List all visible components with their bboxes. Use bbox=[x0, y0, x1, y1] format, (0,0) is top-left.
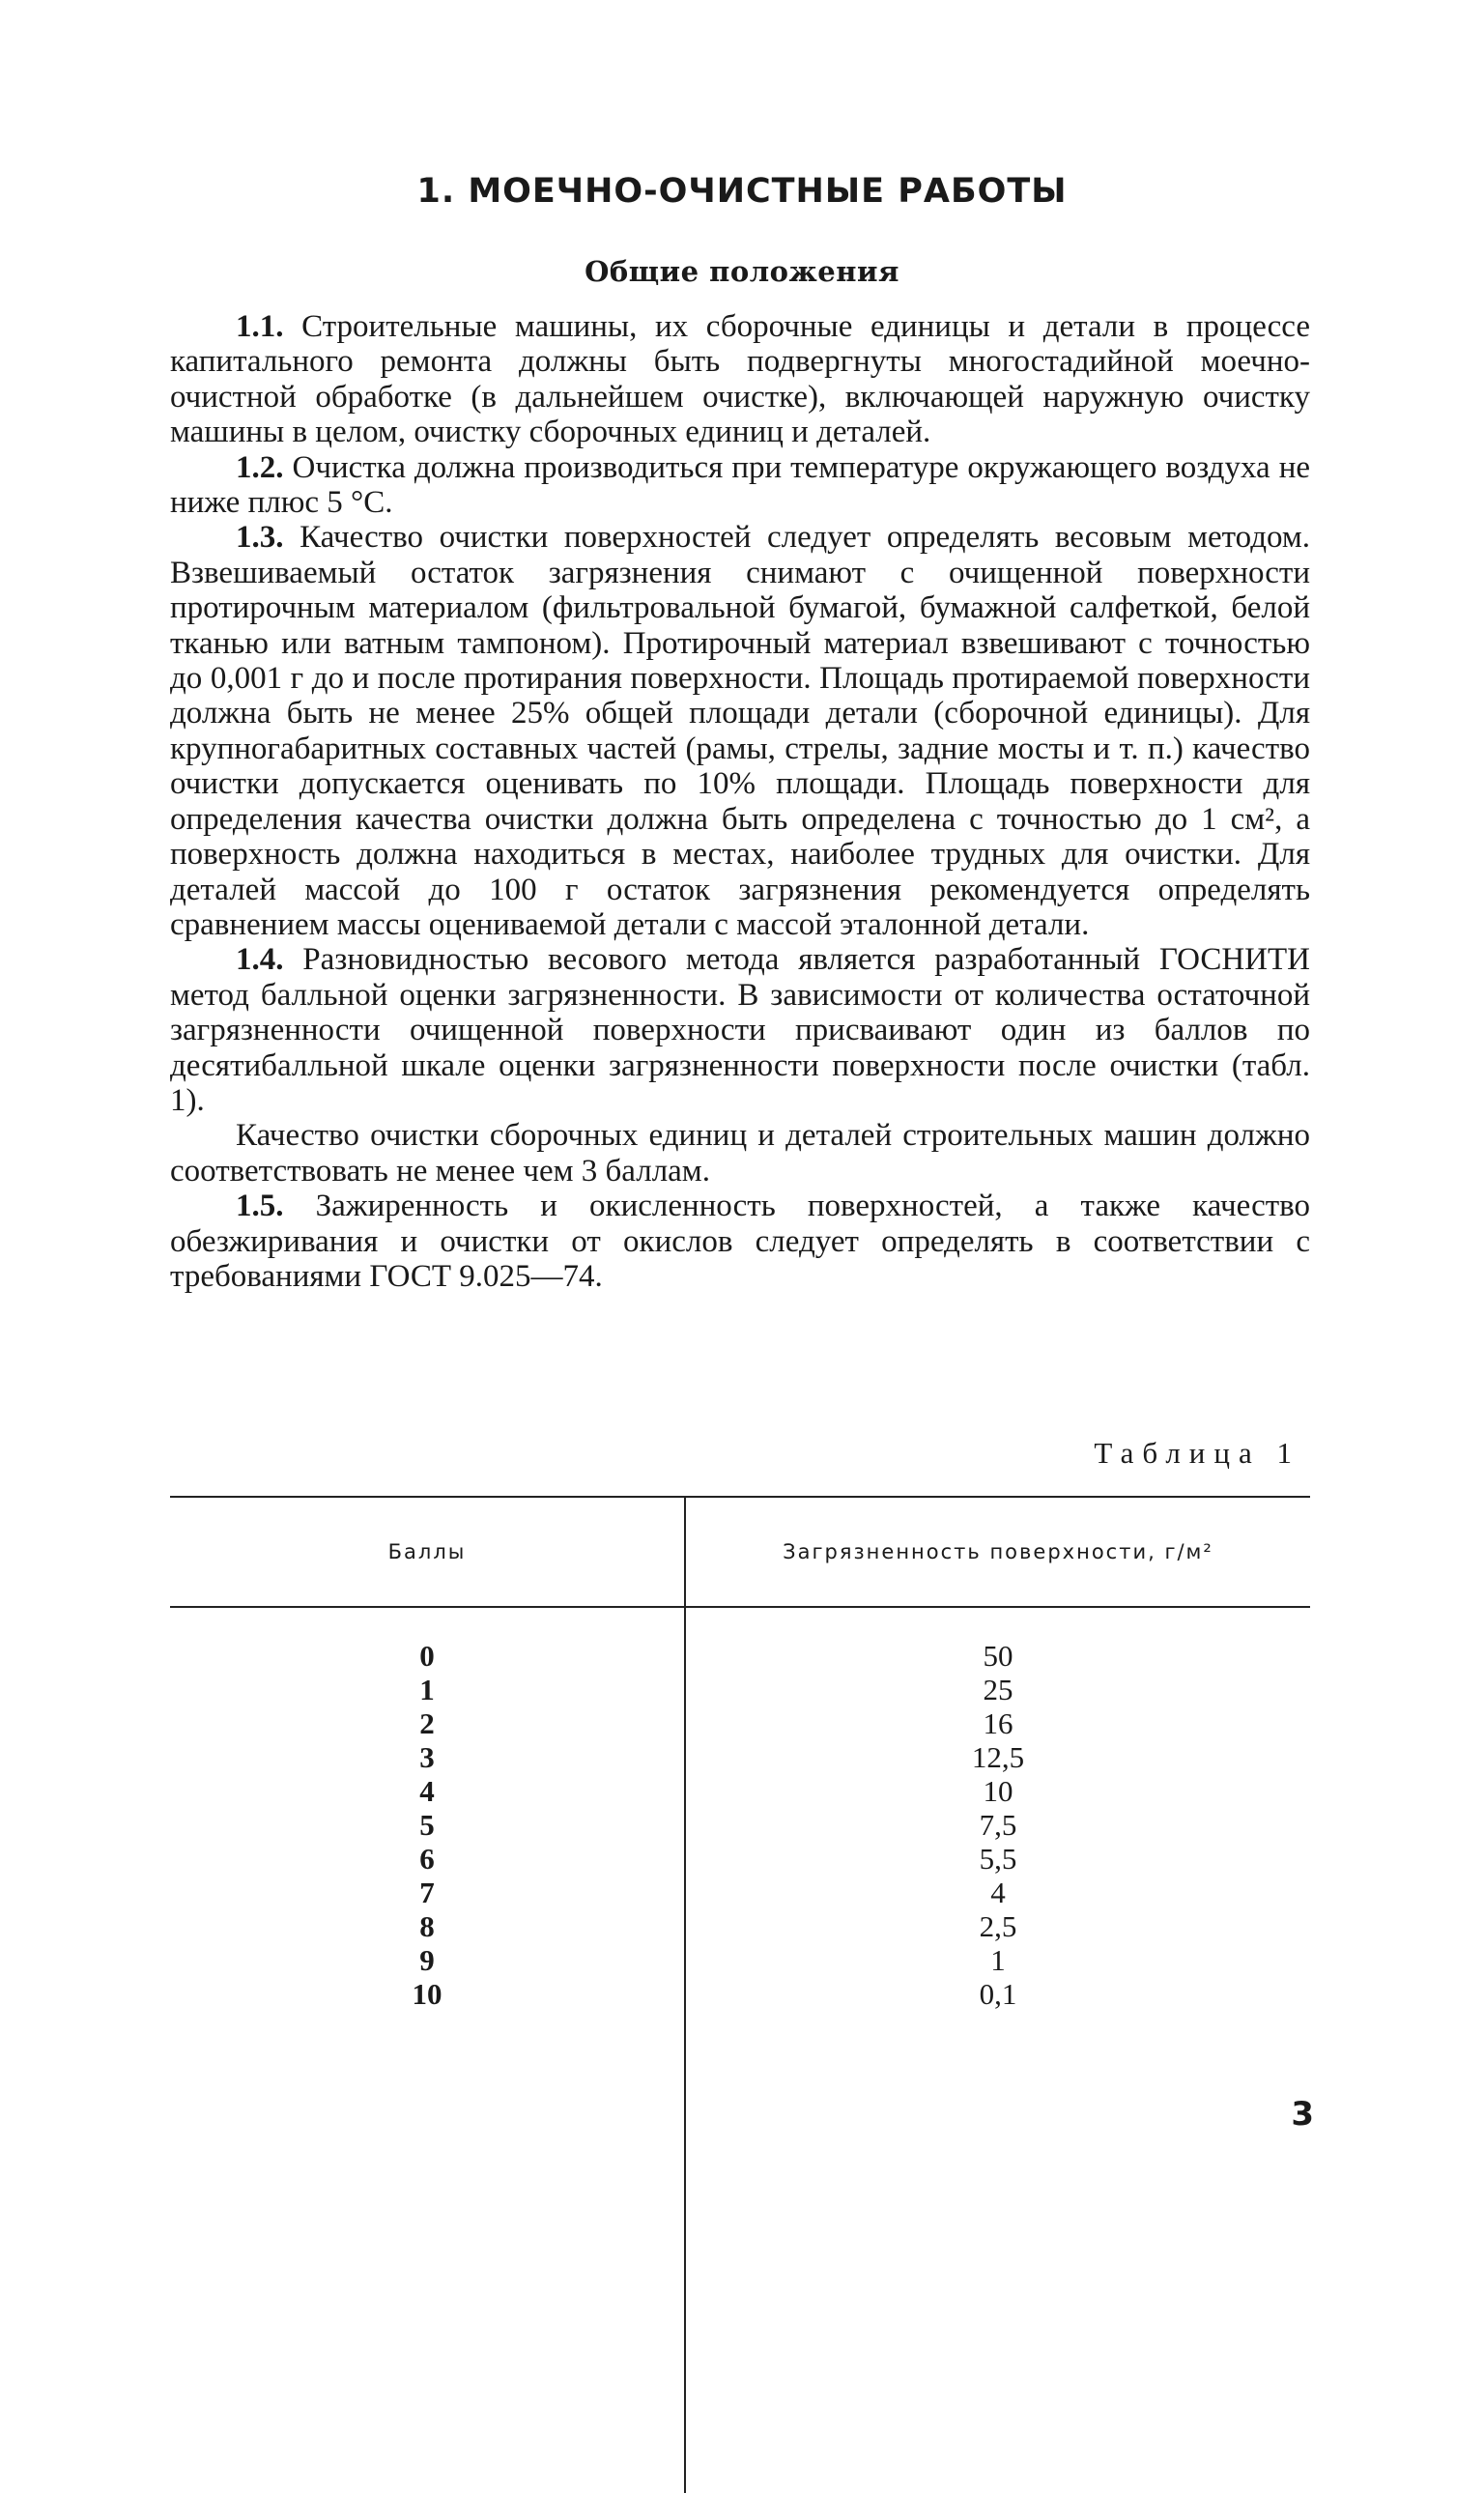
table-cell-score: 3 bbox=[419, 1740, 435, 1774]
table-column-scores bbox=[170, 1639, 684, 2011]
paragraph bbox=[170, 450, 1310, 521]
table-cell-contamination: 4 bbox=[990, 1876, 1006, 1909]
paragraph-text: Зажиренность и окисленность поверхностей, а также качество обезжиривания и очистки от окислов следует определять в соответствии с требованиями ГОСТ 9.025—74. bbox=[170, 1189, 1310, 1294]
table-header-rule bbox=[170, 1606, 1310, 1608]
table-cell-score: 0 bbox=[419, 1639, 435, 1673]
table-cell-score: 8 bbox=[419, 1909, 435, 1943]
paragraph bbox=[170, 1189, 1310, 1294]
paragraph bbox=[170, 309, 1310, 450]
paragraph-number: 1.3. bbox=[236, 520, 284, 556]
table-cell-score: 5 bbox=[419, 1808, 435, 1842]
table-column-contamination bbox=[686, 1639, 1310, 2011]
paragraph bbox=[170, 520, 1310, 942]
paragraph-number: 1.1. bbox=[236, 309, 284, 344]
paragraph-text: Разновидностью весового метода является разработанный ГОСНИТИ метод балльной оценки загрязненности. В зависимости от количества остаточной загрязненности очищенной поверхности присваивают один из баллов по десятибалльной шкале оценки загрязненности поверхности после очистки (табл. 1). bbox=[170, 942, 1311, 1118]
table-cell-score: 9 bbox=[419, 1943, 435, 1977]
table-header-scores: Баллы bbox=[387, 1540, 467, 1563]
table-cell-contamination: 50 bbox=[983, 1639, 1013, 1673]
paragraph-text: Качество очистки поверхностей следует определять весовым методом. Взвешиваемый остаток загрязнения снимают с очищенной поверхности протирочным материалом (фильтровальной бумагой, бумажной салфеткой, белой тканью или ватным тампоном). Протирочный материал взвешивают с точностью до 0,001 г до и после протирания поверхности. Площадь протираемой поверхности должна быть не менее 25% общей площади детали (сборочной единицы). Для крупногабаритных составных частей (рамы, стрелы, задние мосты и т. п.) качество очистки допускается оценивать по 10% площади. Площадь поверхности для определения качества очистки должна быть определена с точностью до 1 см², а поверхность должна находиться в местах, наиболее трудных для очистки. Для деталей массой до 100 г остаток загрязнения рекомендуется определять сравнением массы оцениваемой детали с массой эталонной детали. bbox=[170, 520, 1310, 942]
table-cell-contamination: 10 bbox=[983, 1774, 1013, 1808]
table-cell-score: 1 bbox=[419, 1673, 435, 1706]
paragraph-text: Строительные машины, их сборочные единицы и детали в процессе капитального ремонта должны быть подвергнуты многостадийной моечно-очистной обработке (в дальнейшем очистке), включающей наружную очистку машины в целом, очистку сборочных единиц и деталей. bbox=[170, 309, 1311, 450]
table-cell-score: 2 bbox=[419, 1706, 435, 1740]
paragraph-number: 1.4. bbox=[236, 942, 284, 978]
page-number: 3 bbox=[1291, 2095, 1314, 2134]
paragraph-number: 1.5. bbox=[236, 1189, 284, 1224]
table-top-rule bbox=[170, 1496, 1310, 1498]
table-cell-score: 6 bbox=[419, 1842, 435, 1876]
paragraph bbox=[170, 942, 1310, 1118]
table-cell-contamination: 2,5 bbox=[979, 1909, 1017, 1943]
table-cell-score: 10 bbox=[412, 1977, 442, 2011]
table-cell-contamination: 7,5 bbox=[979, 1808, 1017, 1842]
table-cell-score: 4 bbox=[419, 1774, 435, 1808]
table-cell-contamination: 12,5 bbox=[971, 1740, 1025, 1774]
table-cell-contamination: 16 bbox=[983, 1706, 1013, 1740]
section-subtitle: Общие положения bbox=[585, 255, 899, 288]
table-cell-score: 7 bbox=[419, 1876, 435, 1909]
body-text bbox=[170, 309, 1310, 1294]
paragraph-text: Качество очистки сборочных единиц и деталей строительных машин должно соответствовать не менее чем 3 баллам. bbox=[170, 1118, 1310, 1189]
table-cell-contamination: 0,1 bbox=[979, 1977, 1017, 2011]
paragraph bbox=[170, 1118, 1310, 1189]
table-header-contamination: Загрязненность поверхности, г/м² bbox=[783, 1540, 1213, 1563]
table-cell-contamination: 25 bbox=[983, 1673, 1013, 1706]
paragraph-text: Очистка должна производиться при температуре окружающего воздуха не ниже плюс 5 °C. bbox=[170, 449, 1311, 521]
table-cell-contamination: 5,5 bbox=[979, 1842, 1017, 1876]
table-cell-contamination: 1 bbox=[990, 1943, 1006, 1977]
table-caption: Таблица 1 bbox=[1094, 1436, 1300, 1470]
paragraph-number: 1.2. bbox=[236, 449, 284, 485]
page-title: 1. МОЕЧНО-ОЧИСТНЫЕ РАБОТЫ bbox=[416, 172, 1068, 211]
